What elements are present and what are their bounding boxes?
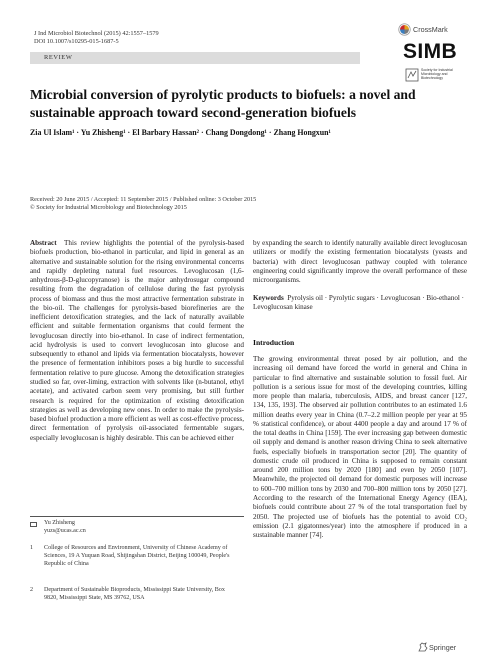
affiliation-2-text: Department of Sustainable Bioproducts, Mississippi State University, Box 9820, Mississippi State, MS 39762, USA — [44, 587, 225, 601]
article-title: Microbial conversion of pyrolytic products to biofuels: a novel and sustainable approach toward second-generation biofuels — [30, 87, 416, 120]
section-label: REVIEW — [44, 54, 73, 61]
footnote-separator — [30, 516, 244, 517]
keywords-text: Pyrolysis oil · Pyrolytic sugars · Levoglucosan · Bio-ethanol · Levoglucosan kinase — [253, 294, 465, 312]
email-icon — [30, 522, 37, 527]
abstract-text: This review highlights the potential of the pyrolysis-based biofuels production, bio-ethanol in particular, and lipid in general as an alternative and sustainable solution for the rising environmental concerns and rapidly depleting natural fuel resources. Levoglucosan (1,6-anhydrous-β-D-glucopyranose) is the major anhydrosugar compound resulting from the degradation of cellulose during the fast pyrolysis process of biomass and thus the most attractive fermentation substrate in the bio-oil. The challenges for pyrolysis-based biorefineries are the inefficient detoxification strategies, and the lack of naturally available efficient and suitable fermentation organisms that could ferment the levoglucosan directly into bio-ethanol. In case of indirect fermentation, acid hydrolysis is used to convert levoglucosan into glucose and subsequently to ethanol and lipids via fermentation biocatalysts, however the presence of fermentation inhibitors poses a big hurdle to successful fermentation relative to pure glucose. Among the detoxification strategies studied so far, over-liming, extraction with solvents like (n-butanol, ethyl acetate), and activated carbon seem very promising, but still further research is required for the optimization of existing detoxification strategies as well as developing new ones. In order to make the pyrolysis-based biofuel production a more efficient as well as cost-effective process, direct fermentation of pyrolysis oil-associated fermentable sugars, especially levoglucosan is highly desirable. This can be achieved either — [30, 239, 244, 442]
journal-citation: J Ind Microbiol Biotechnol (2015) 42:1557–1579 — [34, 30, 159, 37]
springer-logo — [418, 642, 470, 653]
affiliation-2-mark: 2 — [30, 587, 34, 593]
affiliation-1-mark: 1 — [30, 545, 34, 551]
author-list: Zia Ul Islam¹ · Yu Zhisheng¹ · El Barbary Hassan² · Chang Dongdong¹ · Zhang Hongxun¹ — [30, 128, 331, 137]
introduction-heading: Introduction — [253, 338, 295, 347]
keywords — [253, 294, 467, 313]
publisher-name: Springer — [429, 643, 457, 652]
affiliation-1 — [30, 545, 244, 579]
abstract — [30, 239, 244, 443]
affiliation-1-text: College of Resources and Environment, University of Chinese Academy of Sciences, 19 A Yuquan Road, Shijingshan District, Beijing 100049, People's Republic of China — [44, 545, 230, 567]
contact-email[interactable]: yuzs@ucas.ac.cn — [44, 527, 86, 534]
article-dates — [30, 196, 460, 213]
simb-subtitle: Society for Industrial Microbiology and Biotechnology — [421, 68, 453, 81]
journal-header — [34, 30, 159, 47]
springer-horse-icon — [418, 642, 428, 652]
simb-logo — [403, 40, 465, 90]
simb-logo-text: SIMB — [403, 40, 458, 63]
section-bar — [30, 52, 360, 64]
crossmark-badge[interactable] — [398, 22, 464, 38]
received-accepted-published: Received: 20 June 2015 / Accepted: 11 September 2015 / Published online: 3 October 2015 — [30, 196, 257, 203]
crossmark-label: CrossMark — [413, 25, 448, 34]
correspondence-note — [30, 520, 244, 538]
keywords-label: Keywords — [253, 294, 284, 302]
introduction-text: The growing environmental threat posed by air pollution, and the increasing oil demand have forced the world in general and China in particular to find alternative and sustainable solution to fossil fuel. Air pollution is a serious issue for most of the developing countries, killing more people than malaria, tuberculosis, AIDS, and breast cancer [127, 134, 135, 193]. The observed air pollution contributes to an estimated 1.6 million deaths every year in China (0.7–2.2 million people per year at 95 % statistical confidence), or about 4400 people a day and around 17 % of the total deaths in China [159]. The ever increasing gap between domestic oil supply and demand is another reason driving China to seek alternative fuels, especially biofuels in transportation sector [20]. The quantity of domestic crude oil produced in China is supposed to remain constant around 200 million tons by 2020 [180] and even by 2050 [107]. Meanwhile, the projected oil demand for domestic purposes will increase to 600–700 million tons by 2030 and 700–800 million tons by 2050 [27]. According to the research of the International Energy Agency (IEA), biofuels could contribute about 27 % of the total transportation fuel by 2050. The projected use of biofuels has the potential to avoid CO₂ emission (2.1 gigatonnes/year) into the atmosphere if produced in a sustainable manner [74]. — [253, 355, 467, 540]
abstract-continued: by expanding the search to identify naturally available direct levoglucosan utilizers or modify the existing fermentation biocatalysts (yeasts and bacteria) with direct levoglucosan pathway coupled with tolerance engineering could significantly improve the overall performance of these microorganisms. — [253, 239, 467, 285]
simb-emblem-icon — [405, 68, 419, 82]
copyright-line: © Society for Industrial Microbiology and Biotechnology 2015 — [30, 204, 187, 212]
contact-name: Yu Zhisheng — [44, 520, 75, 526]
doi: DOI 10.1007/s10295-015-1687-5 — [34, 38, 119, 46]
affiliation-2 — [30, 587, 244, 605]
crossmark-icon — [398, 23, 411, 36]
abstract-label: Abstract — [30, 239, 57, 247]
